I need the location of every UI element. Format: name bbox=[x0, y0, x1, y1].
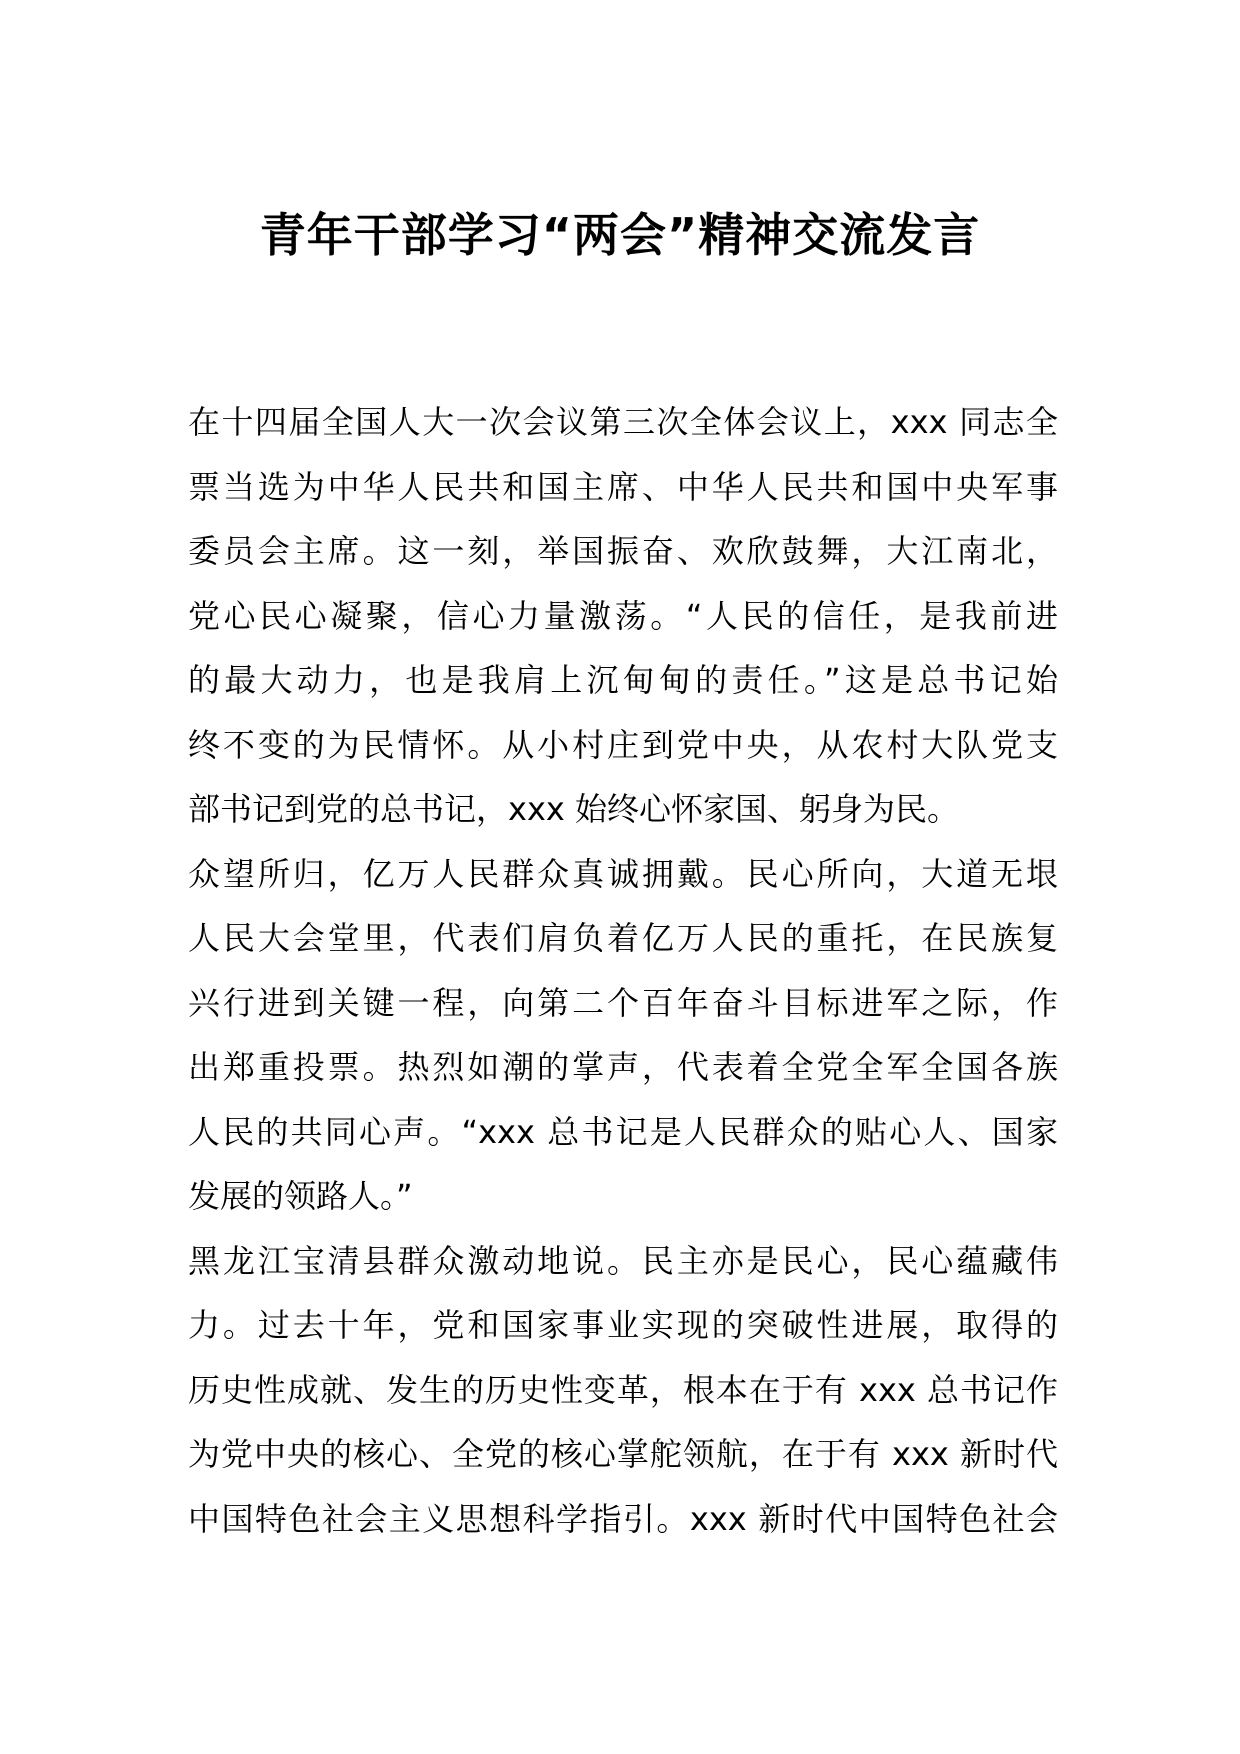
body-line: 部书记到党的总书记，xxx 始终心怀家国、躬身为民。 bbox=[188, 790, 959, 828]
document-body bbox=[188, 390, 1058, 1551]
body-line: 人民的共同心声。“xxx 总书记是人民群众的贴心人、国家 bbox=[188, 1112, 1058, 1151]
body-line: 为党中央的核心、全党的核心掌舵领航，在于有 xxx 新时代 bbox=[188, 1435, 1058, 1473]
body-line: 中国特色社会主义思想科学指引。xxx 新时代中国特色社会 bbox=[188, 1499, 1058, 1538]
body-line: 的最大动力，也是我肩上沉甸甸的责任。”这是总书记始 bbox=[188, 661, 1058, 699]
body-line: 人民大会堂里，代表们肩负着亿万人民的重托，在民族复 bbox=[188, 919, 1058, 957]
body-line: 委员会主席。这一刻，举国振奋、欢欣鼓舞，大江南北， bbox=[188, 532, 1058, 570]
body-line: 党心民心凝聚，信心力量激荡。“人民的信任，是我前进 bbox=[188, 596, 1058, 635]
body-line: 兴行进到关键一程，向第二个百年奋斗目标进军之际，作 bbox=[188, 983, 1058, 1022]
body-line: 发展的领路人。” bbox=[188, 1177, 413, 1215]
body-line: 历史性成就、发生的历史性变革，根本在于有 xxx 总书记作 bbox=[188, 1370, 1058, 1409]
body-line: 众望所归，亿万人民群众真诚拥戴。民心所向，大道无垠 bbox=[188, 854, 1058, 893]
body-line: 力。过去十年，党和国家事业实现的突破性进展，取得的 bbox=[188, 1306, 1058, 1344]
body-line: 黑龙江宝清县群众激动地说。民主亦是民心，民心蕴藏伟 bbox=[188, 1241, 1058, 1280]
body-line: 出郑重投票。热烈如潮的掌声，代表着全党全军全国各族 bbox=[188, 1048, 1058, 1086]
body-line: 终不变的为民情怀。从小村庄到党中央，从农村大队党支 bbox=[188, 725, 1058, 764]
body-line: 在十四届全国人大一次会议第三次全体会议上，xxx 同志全 bbox=[188, 403, 1058, 441]
body-line: 票当选为中华人民共和国主席、中华人民共和国中央军事 bbox=[188, 467, 1058, 506]
document-title: 青年干部学习“两会”精神交流发言 bbox=[259, 208, 981, 262]
